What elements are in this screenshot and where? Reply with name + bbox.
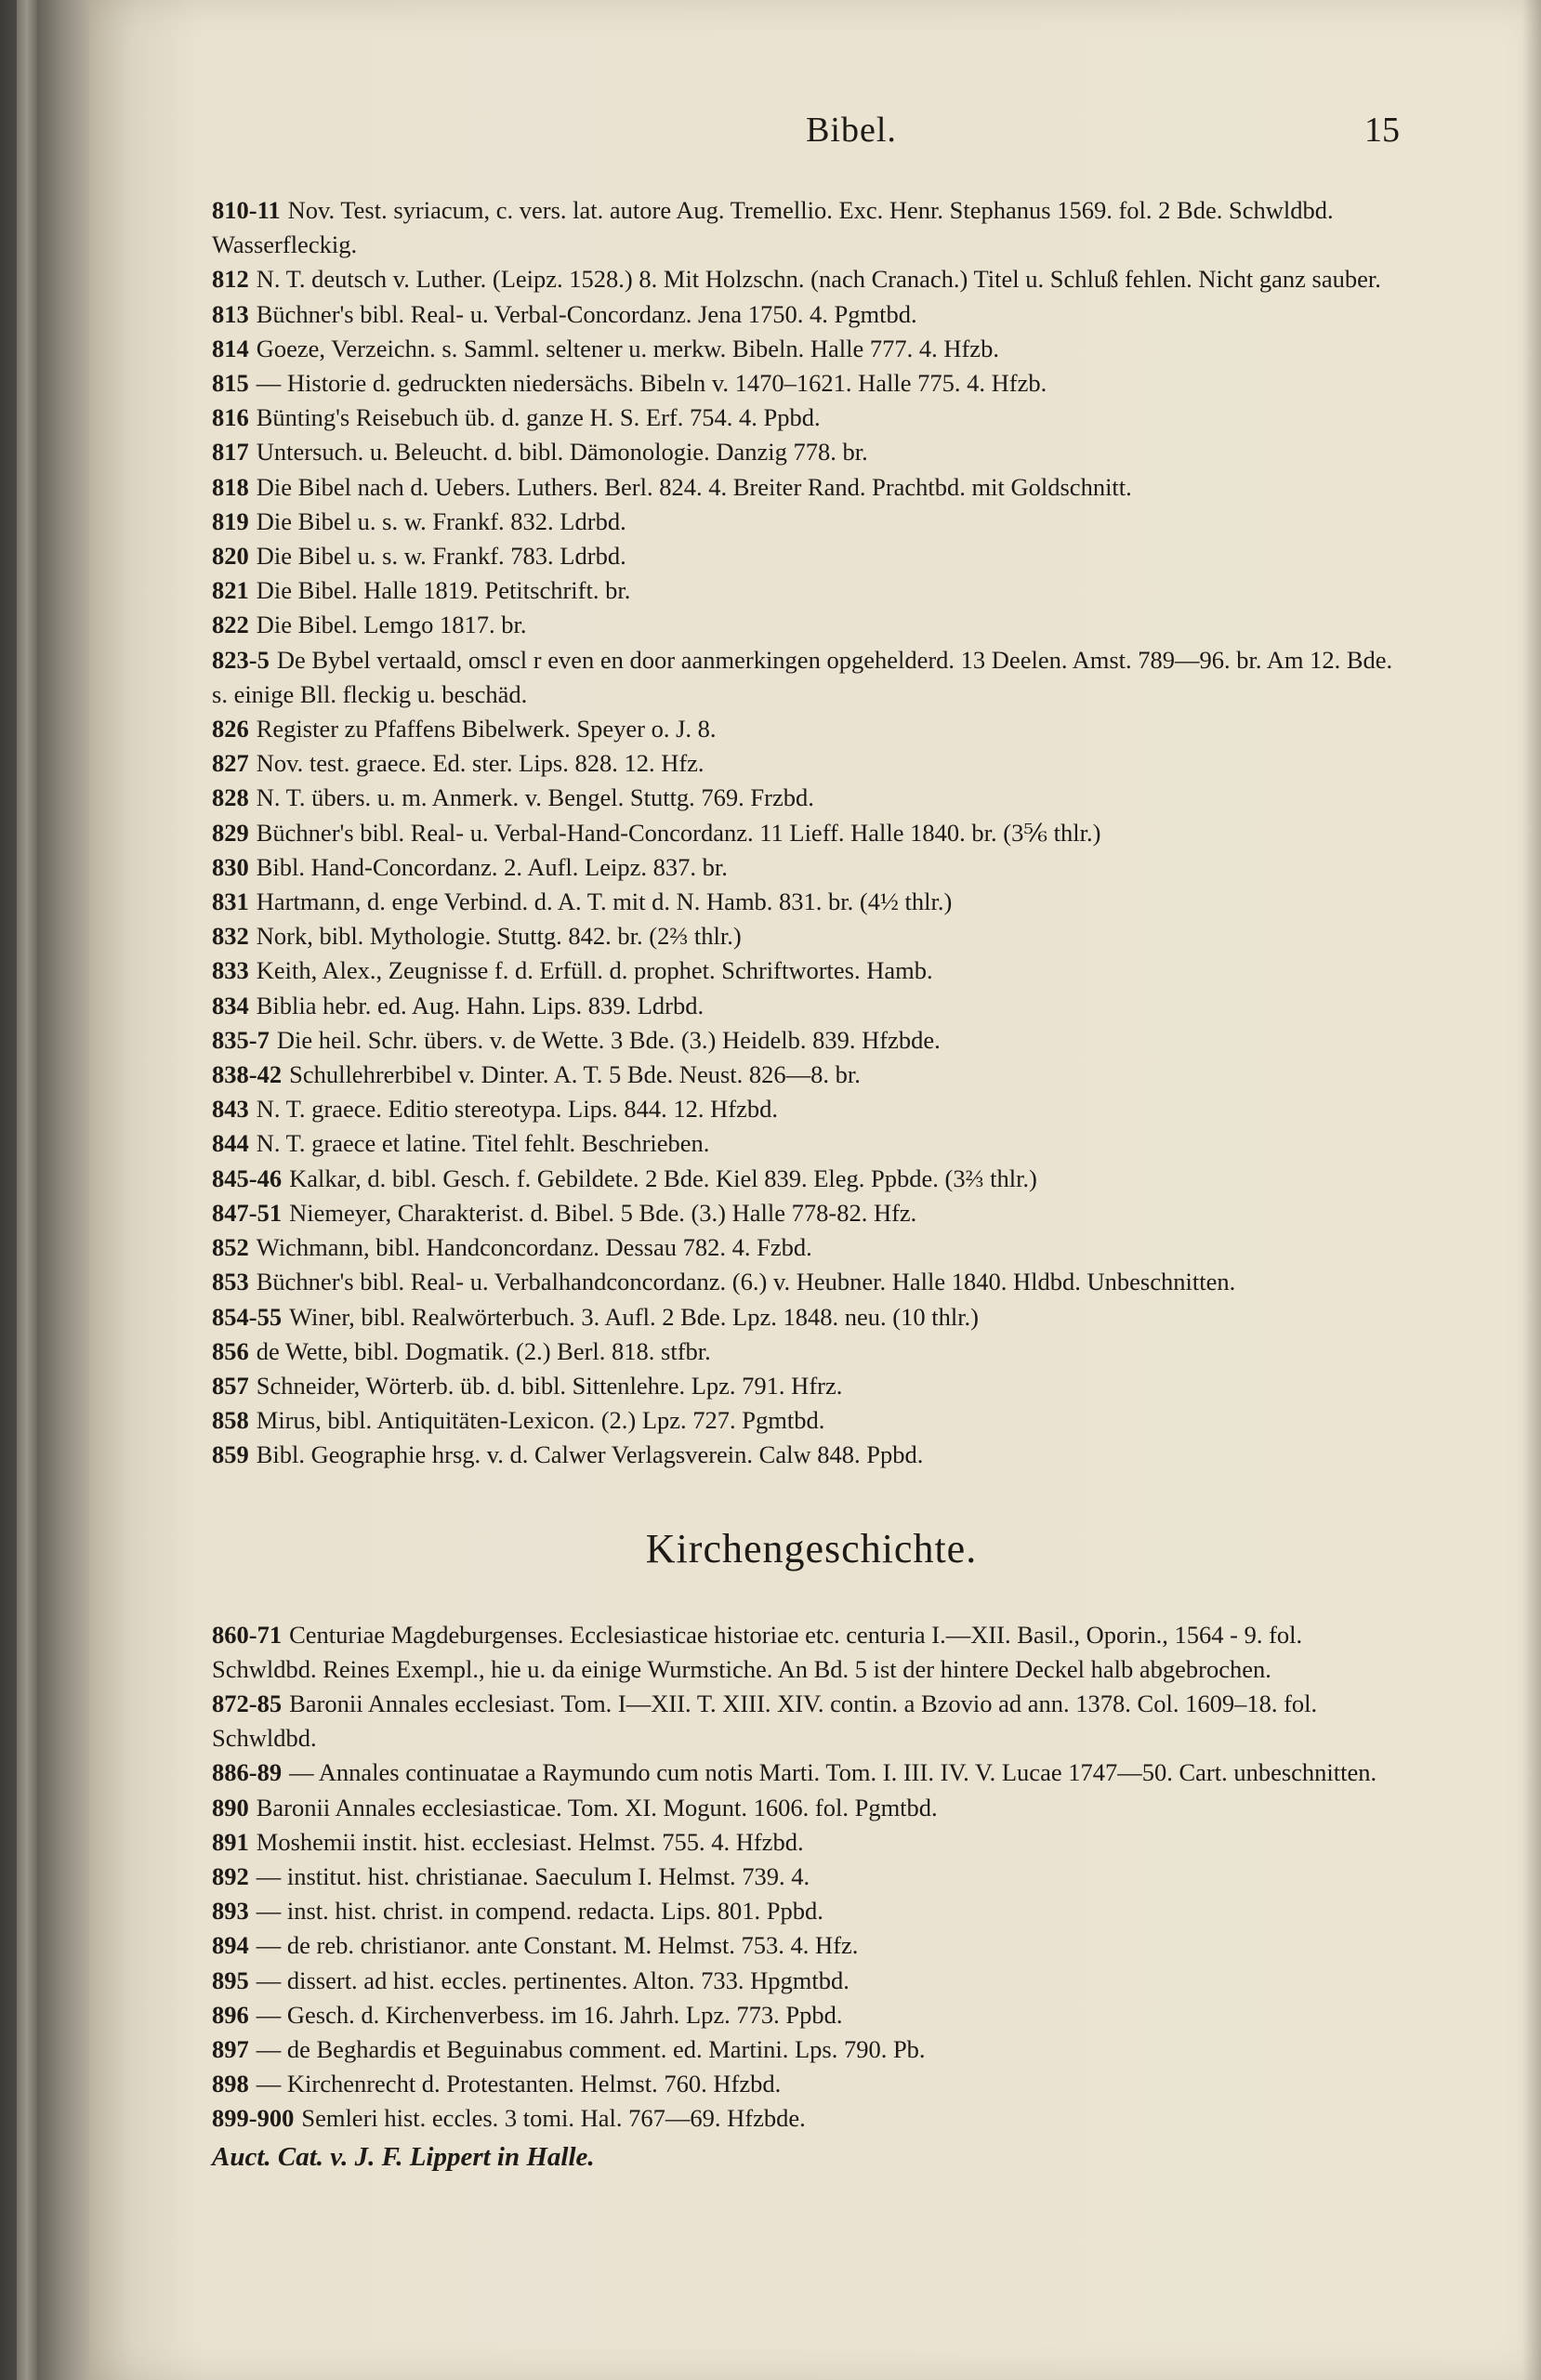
entry-number: 845-46 (212, 1164, 283, 1192)
entry-number: 852 (212, 1233, 249, 1262)
book-page (89, 0, 1541, 2380)
entry-number: 833 (212, 956, 249, 985)
catalog-entry (212, 1058, 1411, 1092)
entry-text: — Gesch. d. Kirchenverbess. im 16. Jahrh. Lpz. 773. Ppbd. (256, 2000, 843, 2029)
catalog-entry (212, 401, 1411, 435)
entry-text: De Bybel vertaald, omscl r even en door aanmerkingen opgehelderd. 13 Deelen. Amst. 789—96. br. Am 12. Bde. s. einige Bll. fleckig u. beschäd. (212, 645, 1393, 708)
catalog-entry (212, 1092, 1411, 1126)
entry-text: Kalkar, d. bibl. Gesch. f. Gebildete. 2 Bde. Kiel 839. Eleg. Ppbde. (3⅔ thlr.) (289, 1164, 1037, 1192)
catalog-entry (212, 573, 1411, 608)
entry-text: Hartmann, d. enge Verbind. d. A. T. mit d. N. Hamb. 831. br. (4½ thlr.) (256, 888, 953, 916)
entry-text: Bünting's Reisebuch üb. d. ganze H. S. Erf. 754. 4. Ppbd. (256, 403, 821, 432)
catalog-entry (212, 297, 1411, 332)
catalog-entry (212, 1894, 1411, 1928)
catalog-entry (212, 885, 1411, 919)
entry-text: Büchner's bibl. Real- u. Verbalhandconcordanz. (6.) v. Heubner. Halle 1840. Hldbd. Unbeschnitten. (256, 1268, 1236, 1296)
book-binding (0, 0, 89, 2380)
entry-number: 893 (212, 1897, 249, 1926)
entry-number: 831 (212, 888, 249, 916)
entry-number: 891 (212, 1827, 249, 1856)
entry-number: 816 (212, 403, 249, 432)
entry-number: 853 (212, 1268, 249, 1296)
entry-number: 835-7 (212, 1025, 270, 1054)
catalog-entry (212, 539, 1411, 573)
entry-text: Nov. test. graece. Ed. ster. Lips. 828. 12. Hfz. (256, 749, 705, 778)
entry-number: 818 (212, 472, 249, 501)
catalog-entry (212, 2067, 1411, 2101)
catalog-entry (212, 1300, 1411, 1335)
entry-number: 860-71 (212, 1620, 283, 1649)
entry-text: Keith, Alex., Zeugnisse f. d. Erfüll. d. prophet. Schriftwortes. Hamb. (256, 956, 933, 985)
catalog-entry (212, 1265, 1411, 1299)
catalog-entry (212, 193, 1411, 262)
entry-number: 826 (212, 715, 249, 743)
entry-text: Die Bibel u. s. w. Frankf. 783. Ldrbd. (256, 542, 626, 571)
entry-text: N. T. graece et latine. Titel fehlt. Beschrieben. (256, 1129, 710, 1158)
entry-number: 886-89 (212, 1758, 283, 1787)
catalog-entry (212, 1687, 1411, 1755)
catalog-text (212, 193, 1411, 2175)
entry-number: 813 (212, 299, 249, 328)
catalog-entry (212, 1335, 1411, 1369)
catalog-entry (212, 989, 1411, 1023)
catalog-entry (212, 643, 1411, 712)
entry-text: Nov. Test. syriacum, c. vers. lat. autore Aug. Tremellio. Exc. Henr. Stephanus 1569. fol. 2 Bde. Schwldbd. Wasserfleckig. (212, 196, 1334, 259)
catalog-entry (212, 1438, 1411, 1472)
catalog-entry (212, 919, 1411, 953)
entry-text: Baronii Annales ecclesiasticae. Tom. XI. Mogunt. 1606. fol. Pgmtbd. (256, 1793, 938, 1821)
entry-text: Bibl. Geographie hrsg. v. d. Calwer Verlagsverein. Calw 848. Ppbd. (256, 1440, 924, 1469)
entry-text: Die heil. Schr. übers. v. de Wette. 3 Bde. (3.) Heidelb. 839. Hfzbde. (276, 1025, 941, 1054)
entry-text: Centuriae Magdeburgenses. Ecclesiasticae historiae etc. centuria I.—XII. Basil., Oporin., 1564 - 9. fol. Schwldbd. Reines Exempl., hie u. da einige Wurmstiche. An Bd. 5 ist der hintere Deckel halb abgebrochen. (212, 1620, 1303, 1683)
entry-number: 838-42 (212, 1060, 283, 1089)
catalog-entry (212, 1230, 1411, 1265)
entry-number: 828 (212, 783, 249, 812)
running-title: Bibel. (806, 111, 897, 150)
entry-number: 814 (212, 334, 249, 362)
catalog-entry (212, 1126, 1411, 1161)
entry-text: Die Bibel nach d. Uebers. Luthers. Berl. 824. 4. Breiter Rand. Prachtbd. mit Goldschnitt. (256, 472, 1132, 501)
entry-text: — Annales continuatae a Raymundo cum notis Marti. Tom. I. III. IV. V. Lucae 1747—50. Cart. unbeschnitten. (289, 1758, 1377, 1787)
entry-text: Schneider, Wörterb. üb. d. bibl. Sittenlehre. Lpz. 791. Hfrz. (256, 1371, 843, 1400)
catalog-entry (212, 366, 1411, 401)
catalog-entry (212, 1162, 1411, 1196)
entry-text: Moshemii instit. hist. ecclesiast. Helmst. 755. 4. Hfzbd. (256, 1827, 804, 1856)
entry-text: — de reb. christianor. ante Constant. M. Helmst. 753. 4. Hfz. (256, 1931, 859, 1960)
entry-text: — Kirchenrecht d. Protestanten. Helmst. 760. Hfzbd. (256, 2070, 782, 2098)
catalog-entry (212, 953, 1411, 988)
entry-text: Die Bibel. Lemgo 1817. br. (256, 611, 527, 639)
entry-number: 827 (212, 749, 249, 778)
catalog-entry (212, 1825, 1411, 1860)
entry-number: 892 (212, 1861, 249, 1890)
catalog-entry (212, 1791, 1411, 1825)
entry-text: N. T. übers. u. m. Anmerk. v. Bengel. Stuttg. 769. Frzbd. (256, 783, 814, 812)
entry-text: Bibl. Hand-Concordanz. 2. Aufl. Leipz. 837. br. (256, 852, 728, 881)
page-edge-shadow (1522, 0, 1541, 2380)
catalog-entry (212, 1618, 1411, 1687)
catalog-entry (212, 435, 1411, 469)
section-heading: Kirchengeschichte. (645, 1525, 978, 1571)
catalog-footer: Auct. Cat. v. J. F. Lippert in Halle. (212, 2141, 595, 2172)
entry-number: 899-900 (212, 2104, 295, 2133)
entry-text: Mirus, bibl. Antiquitäten-Lexicon. (2.) Lpz. 727. Pgmtbd. (256, 1406, 825, 1435)
entry-number: 821 (212, 576, 249, 605)
catalog-entry (212, 1369, 1411, 1403)
entry-number: 856 (212, 1336, 249, 1365)
catalog-entry (212, 2101, 1411, 2136)
entry-text: Winer, bibl. Realwörterbuch. 3. Aufl. 2 Bde. Lpz. 1848. neu. (10 thlr.) (289, 1302, 980, 1331)
entries-bibel (212, 193, 1411, 1473)
entry-number: 854-55 (212, 1302, 283, 1331)
catalog-entry (212, 1860, 1411, 1894)
catalog-entry (212, 781, 1411, 815)
entry-text: Goeze, Verzeichn. s. Samml. seltener u. merkw. Bibeln. Halle 777. 4. Hfzb. (256, 334, 999, 362)
entry-number: 832 (212, 922, 249, 951)
binding-strip (17, 0, 37, 2380)
catalog-entry (212, 1023, 1411, 1058)
entry-number: 822 (212, 611, 249, 639)
catalog-entry (212, 746, 1411, 781)
entry-number: 829 (212, 818, 249, 847)
catalog-entry (212, 1998, 1411, 2032)
entry-text: Biblia hebr. ed. Aug. Hahn. Lips. 839. Ldrbd. (256, 991, 705, 1019)
catalog-entry (212, 850, 1411, 885)
page-number: 15 (1364, 111, 1400, 150)
page-header (89, 110, 1541, 165)
catalog-entry (212, 470, 1411, 505)
entry-number: 830 (212, 852, 249, 881)
catalog-entry (212, 262, 1411, 296)
entry-number: 834 (212, 991, 249, 1019)
entry-text: Die Bibel. Halle 1819. Petitschrift. br. (256, 576, 631, 605)
entry-number: 859 (212, 1440, 249, 1469)
entry-text: Semleri hist. eccles. 3 tomi. Hal. 767—69. Hfzbde. (301, 2104, 806, 2133)
entry-text: Nork, bibl. Mythologie. Stuttg. 842. br. (2⅔ thlr.) (256, 922, 742, 951)
catalog-entry (212, 505, 1411, 539)
entry-text: Schullehrerbibel v. Dinter. A. T. 5 Bde. Neust. 826—8. br. (289, 1060, 861, 1089)
entry-text: — de Beghardis et Beguinabus comment. ed. Martini. Lps. 790. Pb. (256, 2034, 926, 2063)
entry-text: Wichmann, bibl. Handconcordanz. Dessau 782. 4. Fzbd. (256, 1233, 812, 1262)
catalog-entry (212, 816, 1411, 850)
entry-text: — institut. hist. christianae. Saeculum I. Helmst. 739. 4. (256, 1861, 810, 1890)
entry-number: 823-5 (212, 645, 270, 674)
entry-number: 872-85 (212, 1689, 283, 1717)
catalog-entry (212, 712, 1411, 746)
catalog-entry (212, 1403, 1411, 1438)
catalog-entry (212, 608, 1411, 642)
entry-number: 898 (212, 2070, 249, 2098)
entry-number: 895 (212, 1966, 249, 1994)
entry-text: Baronii Annales ecclesiast. Tom. I—XII. T. XIII. XIV. contin. a Bzovio ad ann. 1378. Col. 1609–18. fol. Schwldbd. (212, 1689, 1318, 1753)
entry-number: 858 (212, 1406, 249, 1435)
entry-number: 810-11 (212, 196, 281, 224)
entry-number: 820 (212, 542, 249, 571)
entry-text: Büchner's bibl. Real- u. Verbal-Hand-Concordanz. 11 Lieff. Halle 1840. br. (3⅚ thlr.) (256, 818, 1101, 847)
catalog-entry (212, 2032, 1411, 2067)
catalog-entry (212, 1964, 1411, 1998)
entry-number: 896 (212, 2000, 249, 2029)
entry-number: 894 (212, 1931, 249, 1960)
entry-text: Untersuch. u. Beleucht. d. bibl. Dämonologie. Danzig 778. br. (256, 438, 868, 467)
entry-text: N. T. graece. Editio stereotypa. Lips. 844. 12. Hfzbd. (256, 1095, 779, 1124)
entry-number: 815 (212, 369, 249, 398)
entry-text: Die Bibel u. s. w. Frankf. 832. Ldrbd. (256, 506, 626, 535)
entry-number: 819 (212, 506, 249, 535)
entry-number: 847-51 (212, 1198, 283, 1227)
entry-text: — dissert. ad hist. eccles. pertinentes. Alton. 733. Hpgmtbd. (256, 1966, 850, 1994)
entry-number: 857 (212, 1371, 249, 1400)
entries-kirchengeschichte (212, 1618, 1411, 2137)
entry-text: N. T. deutsch v. Luther. (Leipz. 1528.) 8. Mit Holzschn. (nach Cranach.) Titel u. Schluß fehlen. Nicht ganz sauber. (256, 265, 1381, 294)
entry-text: — inst. hist. christ. in compend. redacta. Lips. 801. Ppbd. (256, 1897, 823, 1926)
entry-number: 844 (212, 1129, 249, 1158)
entry-number: 817 (212, 438, 249, 467)
entry-text: — Historie d. gedruckten niedersächs. Bibeln v. 1470–1621. Halle 775. 4. Hfzb. (256, 369, 1047, 398)
catalog-entry (212, 1755, 1411, 1790)
entry-text: de Wette, bibl. Dogmatik. (2.) Berl. 818. stfbr. (256, 1336, 711, 1365)
entry-text: Register zu Pfaffens Bibelwerk. Speyer o. J. 8. (256, 715, 717, 743)
entry-number: 843 (212, 1095, 249, 1124)
catalog-entry (212, 1196, 1411, 1230)
entry-text: Niemeyer, Charakterist. d. Bibel. 5 Bde. (3.) Halle 778-82. Hfz. (289, 1198, 917, 1227)
catalog-entry (212, 1928, 1411, 1963)
entry-text: Büchner's bibl. Real- u. Verbal-Concordanz. Jena 1750. 4. Pgmtbd. (256, 299, 917, 328)
entry-number: 897 (212, 2034, 249, 2063)
entry-number: 890 (212, 1793, 249, 1821)
entry-number: 812 (212, 265, 249, 294)
catalog-entry (212, 332, 1411, 366)
